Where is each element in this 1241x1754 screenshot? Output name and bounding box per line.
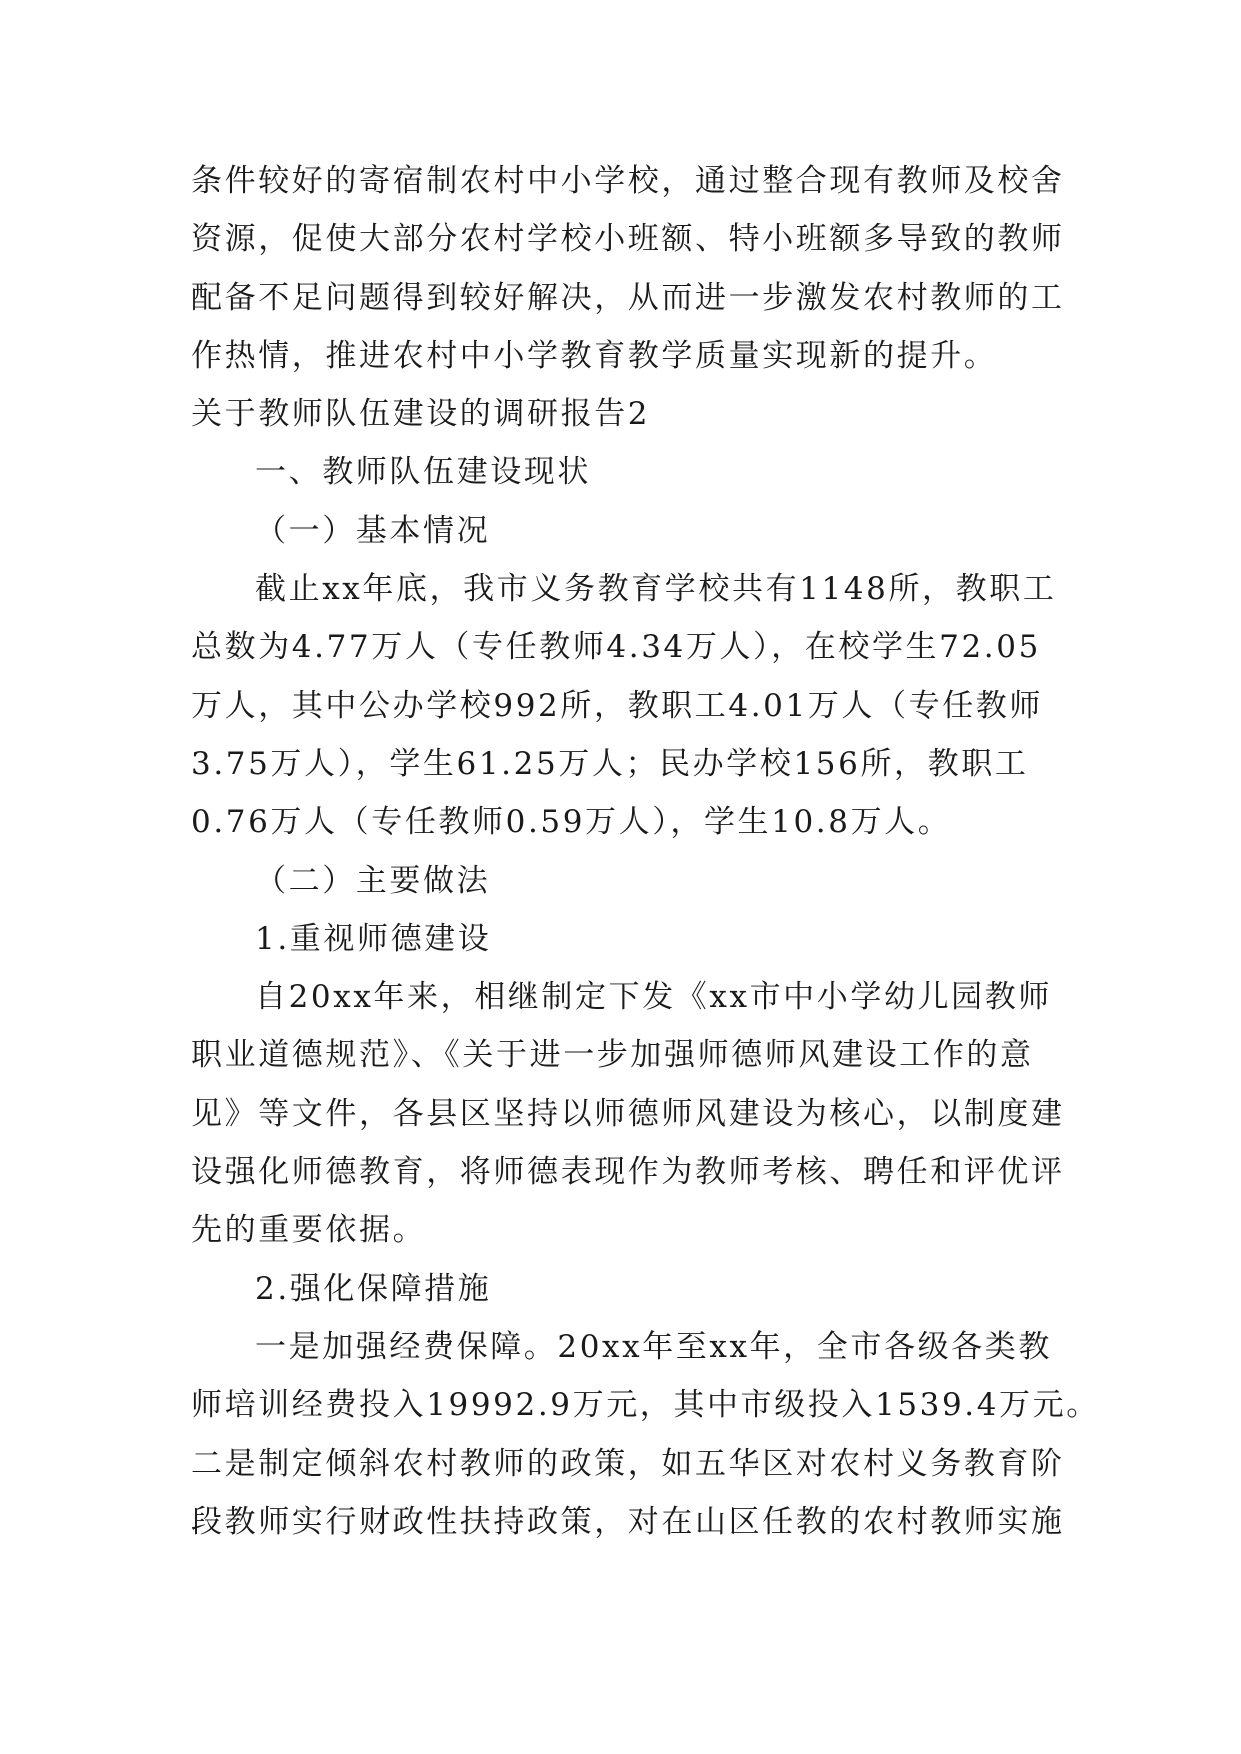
paragraph-line: 配备不足问题得到较好解决，从而进一步激发农村教师的工	[191, 279, 1065, 316]
paragraph-line: 设强化师德教育，将师德表现作为教师考核、聘任和评优评	[191, 1154, 1065, 1191]
paragraph-line: 先的重要依据。	[191, 1212, 427, 1249]
subsection-heading: （二）主要做法	[255, 862, 491, 899]
paragraph-line: 见》等文件，各县区坚持以师德师风建设为核心，以制度建	[191, 1095, 1065, 1132]
paragraph-line: 职业道德规范》、《关于进一步加强师德师风建设工作的意	[191, 1037, 1034, 1074]
paragraph-line: 师培训经费投入19992.9万元，其中市级投入1539.4万元。	[191, 1387, 1100, 1424]
section-heading: 一、教师队伍建设现状	[255, 454, 591, 491]
subsection-heading: （一）基本情况	[255, 512, 491, 549]
paragraph-line: 二是制定倾斜农村教师的政策，如五华区对农村义务教育阶	[191, 1445, 1065, 1482]
paragraph-line: 自20xx年来，相继制定下发《xx市中小学幼儿园教师	[255, 979, 1052, 1016]
paragraph-line: 一是加强经费保障。20xx年至xx年，全市各级各类教	[255, 1328, 1052, 1365]
paragraph-line: 万人，其中公办学校992所，教职工4.01万人（专任教师	[191, 687, 1043, 724]
item-heading: 1.重视师德建设	[255, 920, 492, 957]
paragraph-line: 段教师实行财政性扶持政策，对在山区任教的农村教师实施	[191, 1503, 1065, 1540]
document-body	[191, 152, 1100, 1551]
paragraph-line: 3.75万人），学生61.25万人；民办学校156所，教职工	[191, 745, 1029, 782]
paragraph-line: 截止xx年底，我市义务教育学校共有1148所，教职工	[255, 571, 1057, 608]
paragraph-line: 资源，促使大部分农村学校小班额、特小班额多导致的教师	[191, 221, 1065, 258]
paragraph-line: 0.76万人（专任教师0.59万人），学生10.8万人。	[191, 804, 952, 841]
item-heading: 2.强化保障措施	[255, 1270, 492, 1307]
paragraph-line: 作热情，推进农村中小学教育教学质量实现新的提升。	[191, 337, 998, 374]
paragraph-line: 总数为4.77万人（专任教师4.34万人），在校学生72.05	[191, 629, 1041, 666]
paragraph-line: 条件较好的寄宿制农村中小学校，通过整合现有教师及校舍	[191, 163, 1065, 199]
report-title: 关于教师队伍建设的调研报告2	[191, 396, 651, 433]
